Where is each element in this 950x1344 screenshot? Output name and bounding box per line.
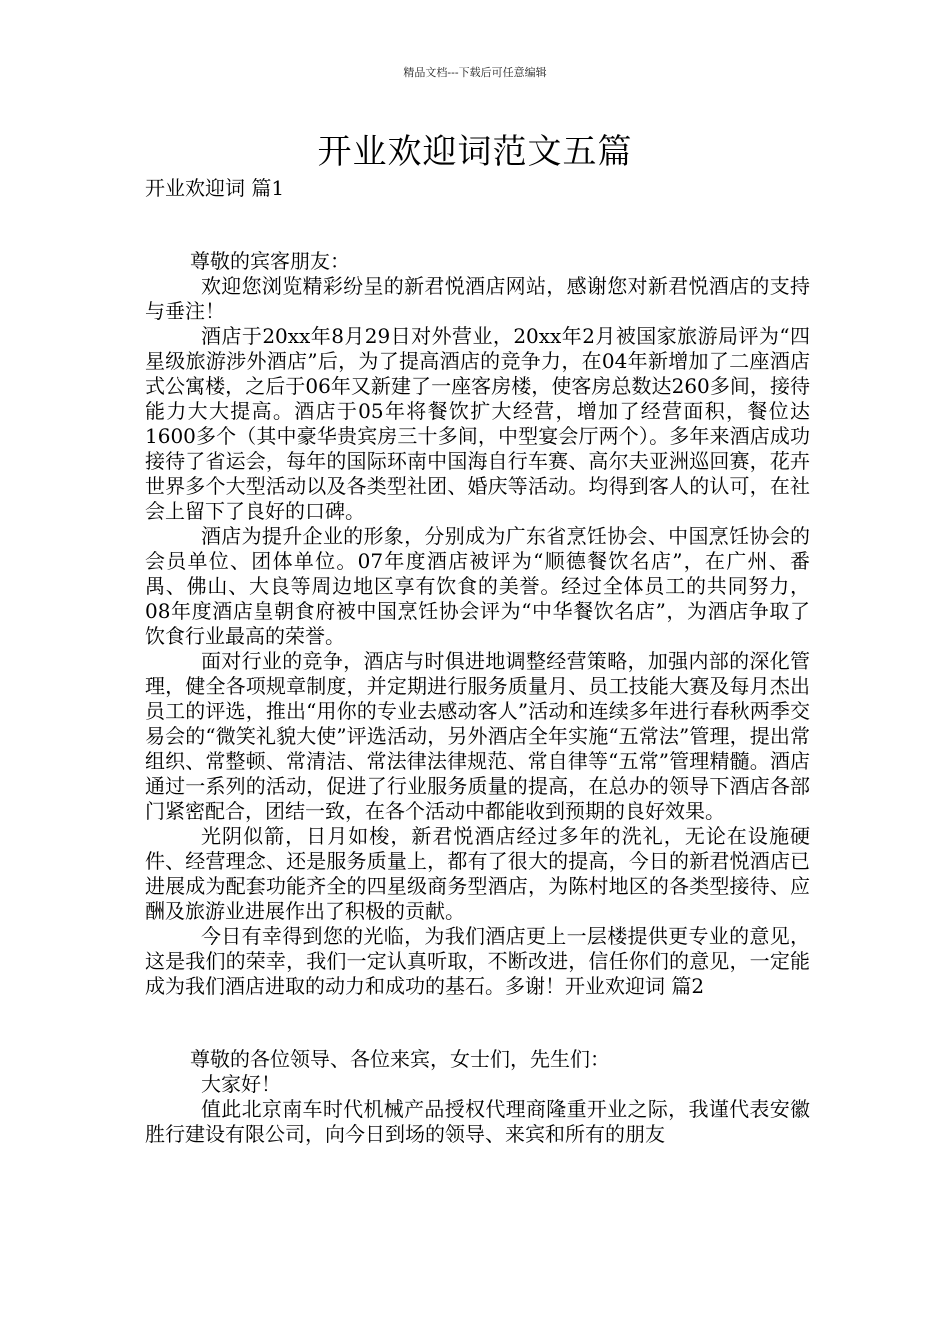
salutation: 尊敬的宾客朋友： [190, 249, 350, 273]
page-header: 精品文档---下载后可任意编辑 [403, 66, 547, 79]
greeting: 大家好！ [201, 1072, 281, 1096]
paragraph: 值此北京南车时代机械产品授权代理商隆重开业之际，我谨代表安徽胜行建设有限公司，向今日到场的领导、来宾和所有的朋友 [145, 1097, 810, 1146]
paragraph: 面对行业的竞争，酒店与时俱进地调整经营策略，加强内部的深化管理，健全各项规章制度，并定期进行服务质量月、员工技能大赛及每月杰出员工的评选，推出“用你的专业去感动客人”活动和连续多年进行春秋两季交易会的“微笑礼貌大使”评选活动，另外酒店全年实施“五常法”管理，提出常组织、常整顿、常清洁、常法律法律规范、常自律等“五常”管理精髓。酒店通过一系列的活动，促进了行业服务质量的提高，在总办的领导下酒店各部门紧密配合，团结一致，在各个活动中都能收到预期的良好效果。 [145, 649, 810, 823]
salutation: 尊敬的各位领导、各位来宾，女士们，先生们： [190, 1047, 610, 1071]
paragraph: 欢迎您浏览精彩纷呈的新君悦酒店网站，感谢您对新君悦酒店的支持与垂注！ [145, 274, 810, 323]
paragraph: 今日有幸得到您的光临，为我们酒店更上一层楼提供更专业的意见，这是我们的荣幸，我们一定认真听取，不断改进，信任你们的意见，一定能成为我们酒店进取的动力和成功的基石。多谢！开业欢迎词 篇2 [145, 924, 810, 998]
paragraph: 酒店为提升企业的形象，分别成为广东省烹饪协会、中国烹饪协会的会员单位、团体单位。07年度酒店被评为“顺德餐饮名店”，在广州、番禺、佛山、大良等周边地区享有饮食的美誉。经过全体员工的共同努力，08年度酒店皇朝食府被中国烹饪协会评为“中华餐饮名店”，为酒店争取了饮食行业最高的荣誉。 [145, 524, 810, 648]
section-heading: 开业欢迎词 篇1 [145, 176, 285, 200]
spacer [145, 999, 810, 1047]
paragraph: 酒店于20xx年8月29日对外营业，20xx年2月被国家旅游局评为“四星级旅游涉外酒店”后，为了提高酒店的竞争力，在04年新增加了二座酒店式公寓楼，之后于06年又新建了一座客房楼，使客房总数达260多间，接待能力大大提高。酒店于05年将餐饮扩大经营，增加了经营面积，餐位达1600多个（其中豪华贵宾房三十多间，中型宴会厅两个）。多年来酒店成功接待了省运会，每年的国际环南中国海自行车赛、高尔夫亚洲巡回赛，花卉世界多个大型活动以及各类型社团、婚庆等活动。均得到客人的认可，在社会上留下了良好的口碑。 [145, 324, 810, 523]
paragraph: 光阴似箭，日月如梭，新君悦酒店经过多年的洗礼，无论在设施硬件、经营理念、还是服务质量上，都有了很大的提高，今日的新君悦酒店已进展成为配套功能齐全的四星级商务型酒店，为陈村地区的各类型接待、应酬及旅游业进展作出了积极的贡献。 [145, 824, 810, 923]
spacer [145, 201, 810, 249]
document-body [145, 176, 810, 1147]
document-title: 开业欢迎词范文五篇 [317, 132, 633, 172]
